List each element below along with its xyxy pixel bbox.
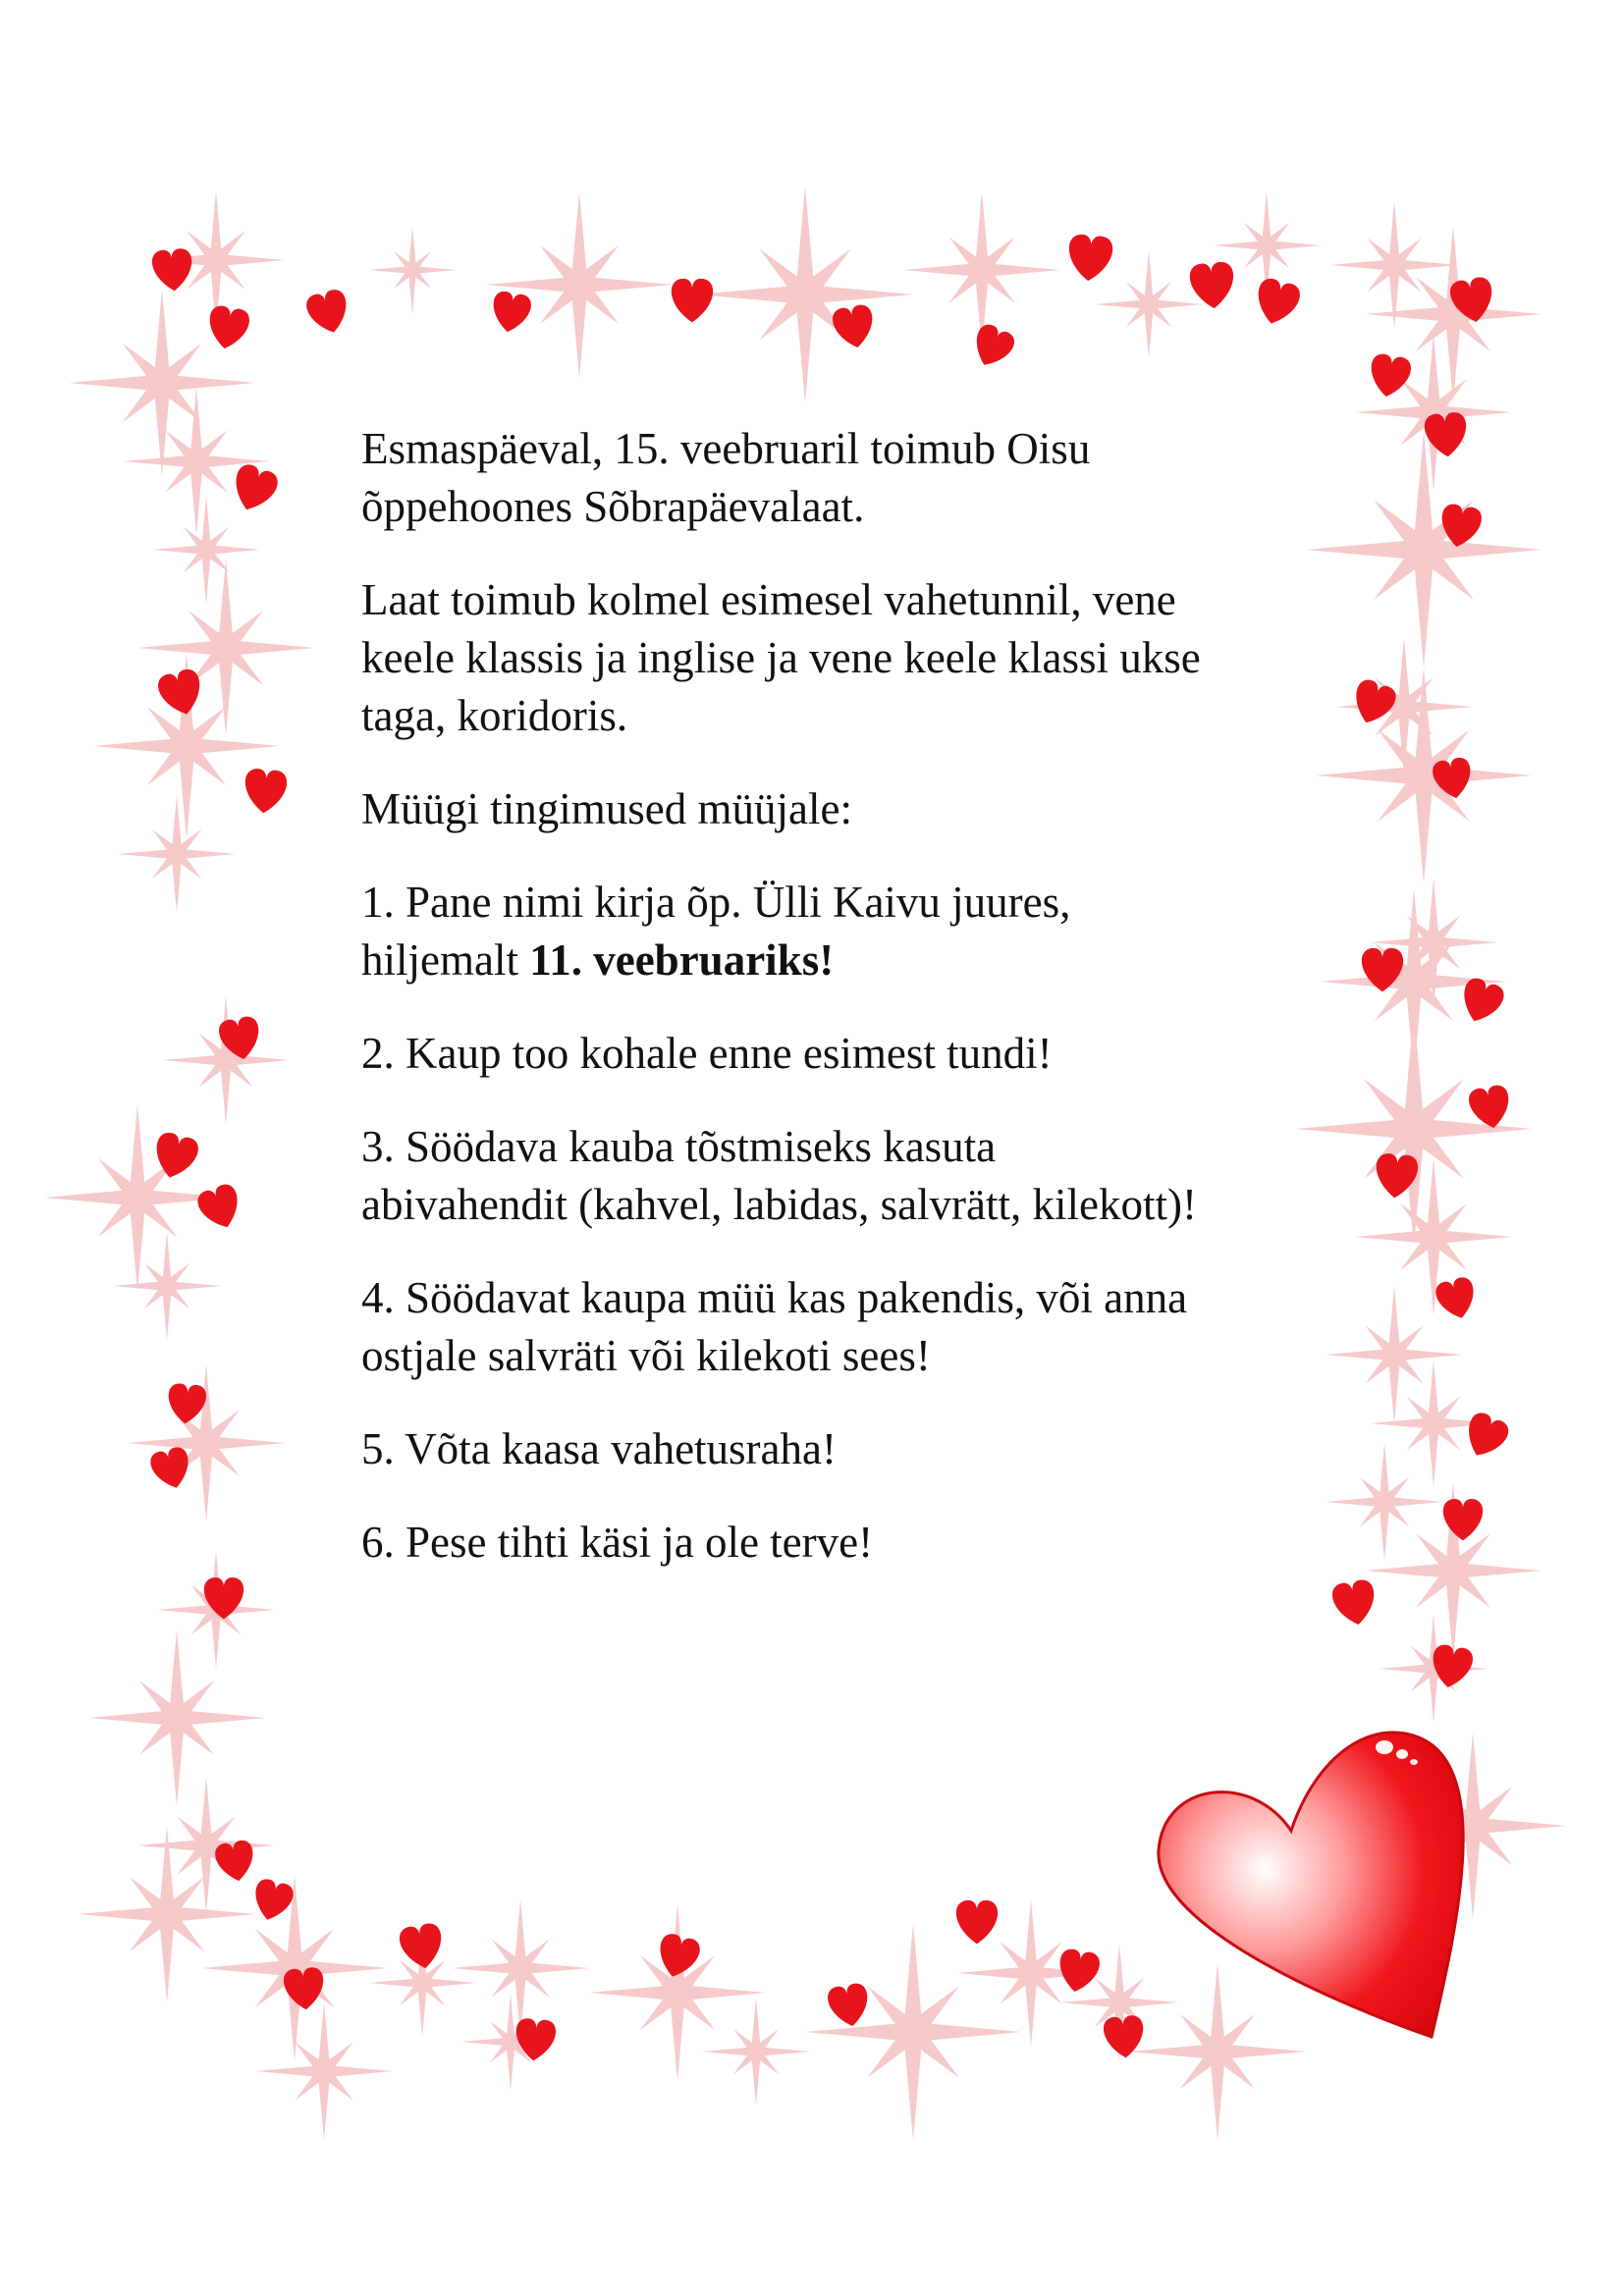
heart-icon	[1103, 2014, 1146, 2059]
sparkle-icon	[88, 1629, 265, 1806]
rule-5: 5. Võta kaasa vahetusraha!	[361, 1424, 837, 1473]
sparkle-icon	[903, 191, 1060, 348]
sparkle-icon	[201, 1875, 388, 2061]
rule-line: 4. Söödavat kaupa müü kas pakendis, või anna	[361, 1273, 1188, 1322]
heart-icon	[213, 1839, 257, 1884]
sparkle-icon	[697, 187, 913, 402]
sparkle-icon	[1129, 1963, 1306, 2140]
heart-icon	[1434, 1275, 1480, 1323]
location-line: keele klassis ja inglise ja vene keele klassi ukse	[361, 633, 1201, 682]
rule-6: 6. Pese tihti käsi ja ole terve!	[361, 1518, 874, 1567]
heart-icon	[1367, 352, 1413, 400]
sparkle-icon	[137, 560, 314, 736]
heart-icon	[304, 288, 353, 338]
intro-line: õppehoones Sõbrapäevalaat.	[361, 482, 865, 531]
sparkle-icon	[1355, 1158, 1512, 1315]
heart-icon	[194, 1181, 245, 1234]
heart-icon	[227, 461, 281, 516]
heart-icon	[489, 290, 533, 335]
sparkle-icon	[452, 1899, 589, 2037]
intro-line: Esmaspäeval, 15. veebruaril toimub Oisu	[361, 424, 1091, 473]
rule-4	[361, 1269, 1324, 1385]
deadline-date: 11. veebruariks!	[529, 935, 835, 985]
rule-line: 1. Pane nimi kirja õp. Ülli Kaivu juures,	[361, 878, 1071, 927]
sparkle-icon	[1296, 1011, 1532, 1247]
sparkle-icon	[123, 388, 270, 535]
heart-icon	[1056, 1948, 1102, 1996]
sparkle-icon	[118, 795, 236, 913]
sparkle-icon	[137, 1777, 275, 1914]
sparkle-icon	[486, 191, 673, 378]
rule-3	[361, 1118, 1324, 1234]
heart-icon	[672, 279, 713, 322]
heart-icon	[1251, 276, 1302, 329]
sparkle-icon	[162, 996, 290, 1124]
heart-icon	[826, 1982, 872, 2030]
conditions-heading: Müügi tingimused müüjale:	[361, 784, 852, 833]
rule-2: 2. Kaup too kohale enne esimest tundi!	[361, 1029, 1053, 1078]
rule-line: abivahendit (kahvel, labidas, salvrätt, kilekott)!	[361, 1180, 1197, 1229]
sparkle-icon	[255, 2002, 393, 2140]
rule-line: 3. Söödava kauba tõstmiseks kasuta	[361, 1122, 997, 1171]
heart-icon	[205, 304, 251, 352]
big-heart-icon	[1159, 1733, 1463, 2037]
location-paragraph	[361, 571, 1324, 745]
sparkle-icon	[128, 1364, 285, 1522]
notice-text	[361, 420, 1324, 1607]
sparkle-icon	[1306, 432, 1542, 667]
heart-icon	[166, 1383, 207, 1425]
heart-icon	[1066, 234, 1113, 283]
sparkle-icon	[1380, 1615, 1488, 1723]
heart-icon	[967, 321, 1018, 373]
heart-icon	[243, 768, 288, 815]
heart-icon	[1459, 1410, 1512, 1464]
rule-line: ostjale salvräti või kilekoti sees!	[361, 1331, 931, 1380]
heart-icon	[151, 247, 194, 293]
location-line: taga, koridoris.	[361, 691, 628, 740]
sparkle-icon	[113, 1232, 221, 1340]
sparkle-icon	[1326, 1286, 1463, 1423]
rule-1	[361, 874, 1324, 989]
heart-icon	[1189, 261, 1236, 310]
intro-paragraph	[361, 420, 1324, 536]
sparkle-icon	[1095, 250, 1203, 358]
sparkle-icon	[702, 1998, 810, 2106]
heart-icon	[956, 1900, 998, 1944]
sparkle-icon	[1316, 667, 1532, 883]
heart-icon	[831, 303, 877, 351]
sparkle-icon	[805, 1924, 1021, 2140]
sparkle-icon	[152, 496, 260, 604]
heart-icon	[283, 1966, 326, 2011]
rule-line: hiljemalt	[361, 935, 530, 985]
heart-icon	[148, 1445, 194, 1493]
location-line: Laat toimub kolmel esimesel vahetunnil, vene	[361, 575, 1176, 624]
heart-icon	[1330, 1578, 1379, 1629]
heart-icon	[514, 2017, 557, 2062]
sparkle-icon	[368, 226, 457, 314]
heart-icon	[249, 1877, 296, 1925]
